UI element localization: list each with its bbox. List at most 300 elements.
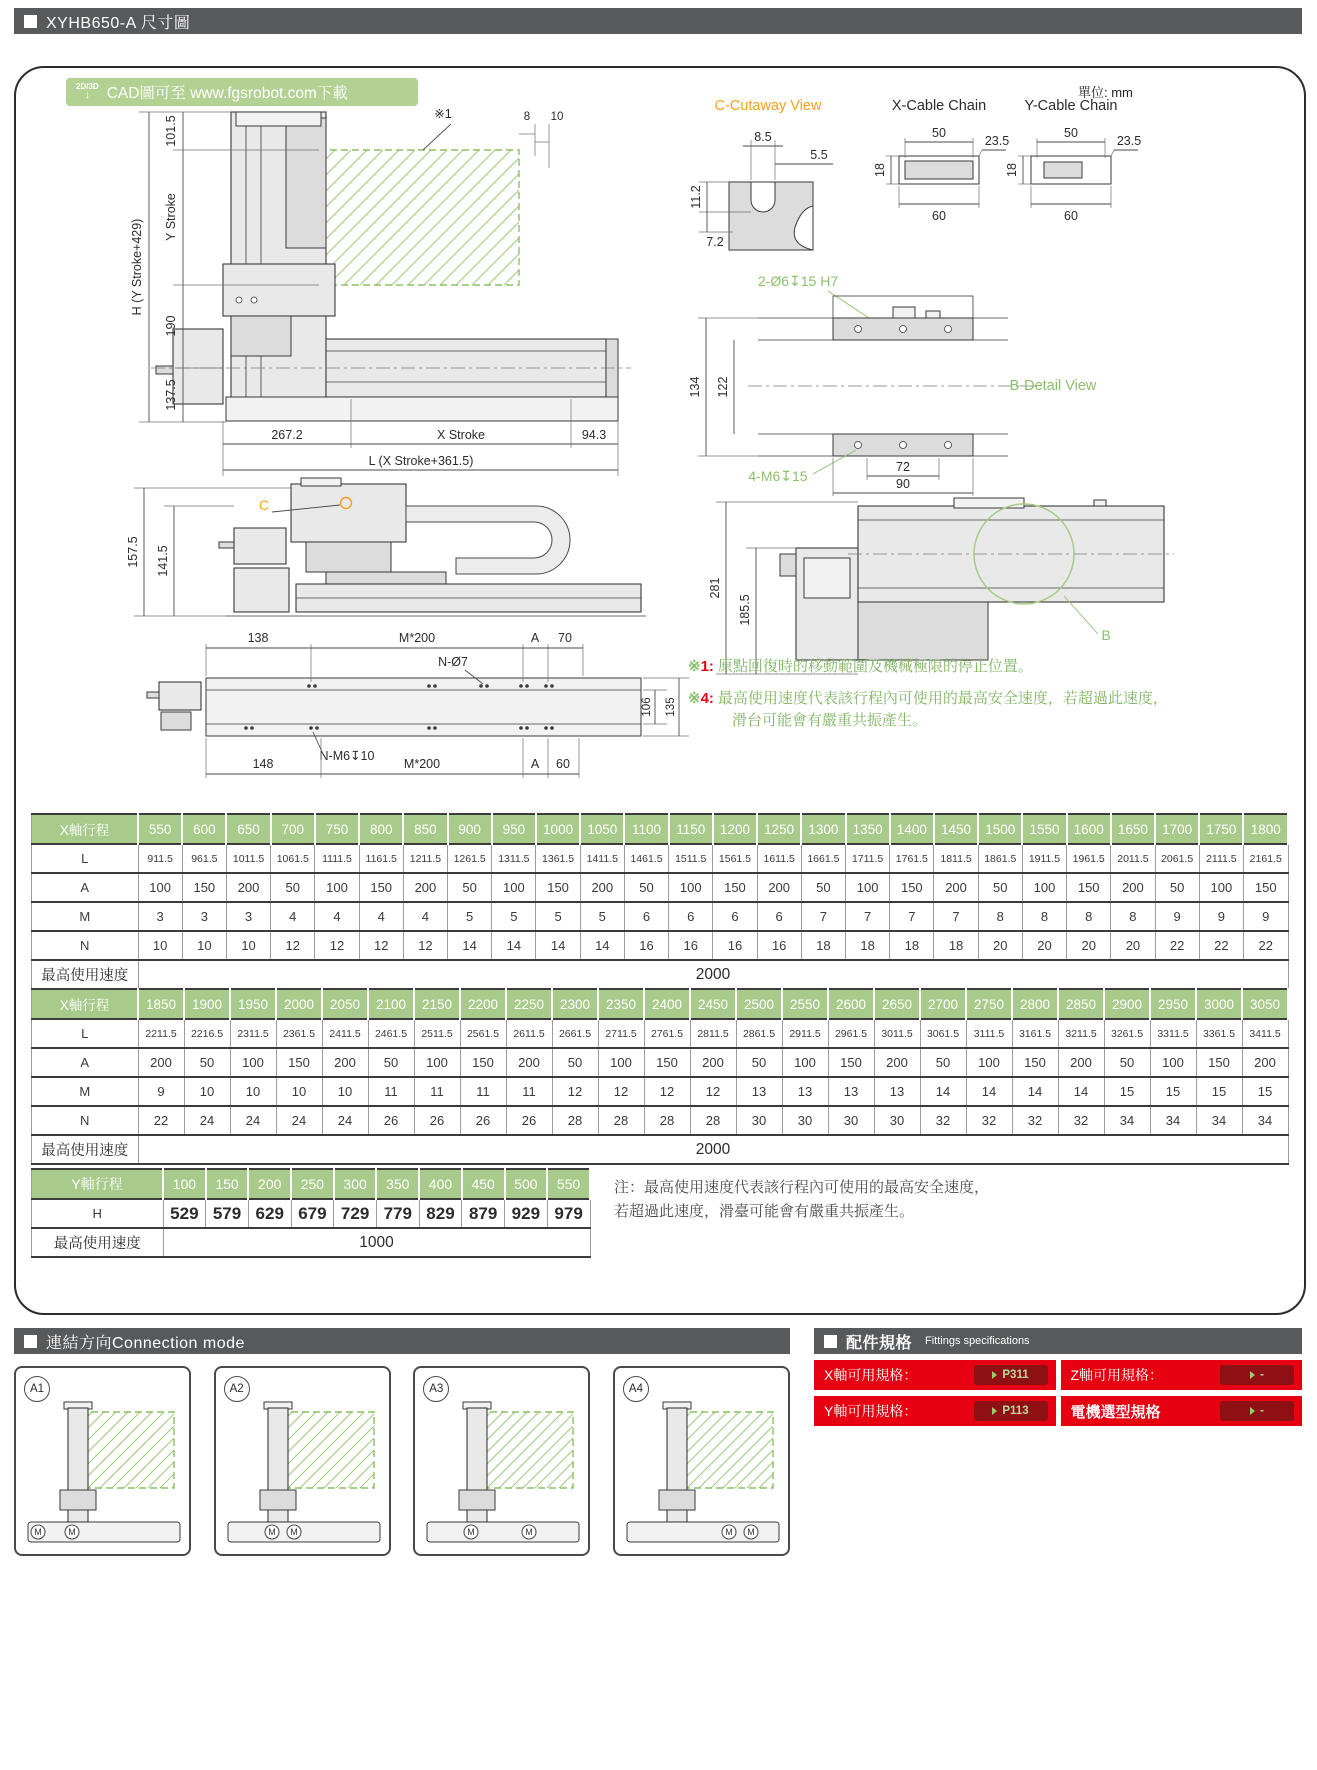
hole-spec-top: 2-Ø6↧15 H7 <box>757 273 839 289</box>
value-cell: 2111.5 <box>1199 844 1243 873</box>
value-cell: 2811.5 <box>690 1019 736 1048</box>
stroke-header-cell: 1650 <box>1111 814 1155 844</box>
stroke-header-cell: 2050 <box>322 989 368 1019</box>
connection-mode-boxes <box>14 1366 790 1556</box>
value-cell: 50 <box>920 1048 966 1077</box>
motor-icon: M <box>747 1527 755 1537</box>
c-cutaway-title: C-Cutaway View <box>714 98 822 114</box>
value-cell: 13 <box>782 1077 828 1106</box>
value-cell: 929 <box>505 1199 548 1228</box>
value-cell: 2511.5 <box>414 1019 460 1048</box>
dim-m200-bottom: M*200 <box>403 757 441 771</box>
stroke-header-cell: 950 <box>492 814 536 844</box>
value-cell: 150 <box>1067 873 1111 902</box>
value-cell: 2761.5 <box>644 1019 690 1048</box>
label-n-m6: N-M6↧10 <box>319 749 375 763</box>
dim-90: 90 <box>896 477 910 491</box>
dim-8-5: 8.5 <box>754 130 772 144</box>
section-marker-icon <box>24 15 37 28</box>
table-data-row <box>32 902 1289 931</box>
value-cell: 24 <box>184 1106 230 1135</box>
mode-label: A1 <box>24 1376 50 1402</box>
fitting-label: X軸可用規格： <box>824 1367 918 1383</box>
value-cell: 2361.5 <box>276 1019 322 1048</box>
value-cell: 1461.5 <box>624 844 668 873</box>
value-cell: 50 <box>271 873 315 902</box>
stroke-header-cell: 500 <box>505 1169 548 1199</box>
value-cell: 10 <box>230 1077 276 1106</box>
value-cell: 26 <box>368 1106 414 1135</box>
value-cell: 50 <box>1155 873 1199 902</box>
row-label-cell: L <box>32 1019 139 1048</box>
value-cell: 4 <box>315 902 359 931</box>
value-cell: 150 <box>890 873 934 902</box>
side-motors <box>219 528 289 612</box>
value-cell: 30 <box>874 1106 920 1135</box>
value-cell: 2461.5 <box>368 1019 414 1048</box>
dim-134: 134 <box>688 376 702 398</box>
value-cell: 30 <box>736 1106 782 1135</box>
stroke-header-cell: 2600 <box>828 989 874 1019</box>
table-data-row <box>32 1048 1289 1077</box>
value-cell: 12 <box>644 1077 690 1106</box>
value-cell: 2216.5 <box>184 1019 230 1048</box>
speed-value-cell: 2000 <box>138 1135 1288 1164</box>
row-label-cell: N <box>32 931 139 960</box>
fitting-z-axis <box>1061 1360 1303 1390</box>
stroke-header-cell: 2150 <box>414 989 460 1019</box>
value-cell: 200 <box>874 1048 920 1077</box>
stroke-header-cell: 2000 <box>276 989 322 1019</box>
rear-carriage <box>780 548 858 660</box>
stroke-header-cell: 1550 <box>1022 814 1066 844</box>
fitting-label: 電機選型規格 <box>1070 1403 1161 1421</box>
value-cell: 1261.5 <box>448 844 492 873</box>
fitting-page-button[interactable]: P113 <box>974 1401 1048 1421</box>
value-cell: 100 <box>138 873 182 902</box>
value-cell: 200 <box>757 873 801 902</box>
stroke-header-cell: 2350 <box>598 989 644 1019</box>
stroke-header-cell: 1350 <box>846 814 890 844</box>
value-cell: 20 <box>1022 931 1066 960</box>
note-4: ※4: 最高使用速度代表該行程內可使用的最高安全速度，若超過此速度， 滑台可能會有嚴重共振產生。 <box>688 689 1168 729</box>
dim-135: 135 <box>665 697 677 717</box>
value-cell: 529 <box>163 1199 206 1228</box>
fittings-grid <box>814 1360 1302 1426</box>
value-cell: 32 <box>920 1106 966 1135</box>
table-data-row <box>32 931 1289 960</box>
value-cell: 829 <box>419 1199 462 1228</box>
table-header-row <box>32 1169 591 1199</box>
value-cell: 16 <box>713 931 757 960</box>
value-cell: 10 <box>276 1077 322 1106</box>
value-cell: 3411.5 <box>1242 1019 1288 1048</box>
stroke-header-cell: 2900 <box>1104 989 1150 1019</box>
value-cell: 100 <box>230 1048 276 1077</box>
table-data-row <box>32 1077 1289 1106</box>
dim-chain-50: 50 <box>1064 126 1078 140</box>
value-cell: 9 <box>1243 902 1288 931</box>
connection-mode-title: 連結方向Connection mode <box>46 1334 245 1352</box>
value-cell: 10 <box>138 931 182 960</box>
value-cell: 12 <box>359 931 403 960</box>
cad-download-badge[interactable] <box>66 78 418 106</box>
stroke-header-cell: 2550 <box>782 989 828 1019</box>
stroke-header-cell: 1000 <box>536 814 580 844</box>
value-cell: 100 <box>846 873 890 902</box>
row-label-cell: A <box>32 1048 139 1077</box>
row-label-cell: M <box>32 1077 139 1106</box>
label-n-o7: N-Ø7 <box>438 655 468 669</box>
value-cell: 8 <box>1111 902 1155 931</box>
dim-7-2: 7.2 <box>706 235 724 249</box>
column-block <box>306 542 391 572</box>
value-cell: 28 <box>552 1106 598 1135</box>
stroke-header-cell: 800 <box>359 814 403 844</box>
motor-icon: M <box>68 1527 76 1537</box>
value-cell: 1811.5 <box>934 844 978 873</box>
speed-label-cell: 最高使用速度 <box>32 1228 164 1257</box>
speed-row <box>32 960 1289 989</box>
value-cell: 1611.5 <box>757 844 801 873</box>
value-cell: 679 <box>291 1199 334 1228</box>
value-cell: 3111.5 <box>966 1019 1012 1048</box>
fittings-subtitle: Fittings specifications <box>925 1335 1030 1347</box>
value-cell: 10 <box>182 931 226 960</box>
note-1: ※1: 原點回復時的移動範圍及機械極限的停止位置。 <box>688 658 1033 675</box>
stroke-header-cell: 1900 <box>184 989 230 1019</box>
value-cell: 13 <box>828 1077 874 1106</box>
value-cell: 100 <box>1150 1048 1196 1077</box>
value-cell: 14 <box>492 931 536 960</box>
stroke-header-cell: 2750 <box>966 989 1012 1019</box>
value-cell: 6 <box>713 902 757 931</box>
value-cell: 200 <box>934 873 978 902</box>
value-cell: 32 <box>1012 1106 1058 1135</box>
value-cell: 150 <box>1012 1048 1058 1077</box>
value-cell: 2411.5 <box>322 1019 368 1048</box>
value-cell: 20 <box>978 931 1022 960</box>
value-cell: 1561.5 <box>713 844 757 873</box>
value-cell: 200 <box>580 873 624 902</box>
dim-138: 138 <box>247 631 269 645</box>
stroke-header-cell: 850 <box>403 814 447 844</box>
value-cell: 1661.5 <box>801 844 845 873</box>
table-data-row <box>32 1199 591 1228</box>
stroke-header-cell: 1200 <box>713 814 757 844</box>
value-cell: 26 <box>414 1106 460 1135</box>
drawing-notes <box>688 656 1288 741</box>
mode-a1-diagram <box>18 1400 190 1552</box>
stroke-header-cell: 1400 <box>890 814 934 844</box>
motor-icon: M <box>34 1527 42 1537</box>
value-cell: 100 <box>669 873 713 902</box>
value-cell: 200 <box>1058 1048 1104 1077</box>
dim-11-2: 11.2 <box>689 185 703 209</box>
value-cell: 150 <box>182 873 226 902</box>
value-cell: 20 <box>1067 931 1111 960</box>
value-cell: 4 <box>403 902 447 931</box>
value-cell: 2911.5 <box>782 1019 828 1048</box>
dim-10: 10 <box>550 111 564 123</box>
value-cell: 100 <box>598 1048 644 1077</box>
fitting-page-button[interactable]: - <box>1220 1365 1294 1385</box>
value-cell: 7 <box>846 902 890 931</box>
dim-106: 106 <box>641 697 653 717</box>
value-cell: 1361.5 <box>536 844 580 873</box>
value-cell: 3161.5 <box>1012 1019 1058 1048</box>
stroke-header-cell: 2950 <box>1150 989 1196 1019</box>
dim-chain-60: 60 <box>932 209 946 223</box>
stroke-header-cell: 2300 <box>552 989 598 1019</box>
stroke-header-cell: 2200 <box>460 989 506 1019</box>
stroke-header-cell: 1150 <box>669 814 713 844</box>
value-cell: 26 <box>460 1106 506 1135</box>
value-cell: 200 <box>226 873 270 902</box>
value-cell: 12 <box>690 1077 736 1106</box>
value-cell: 3011.5 <box>874 1019 920 1048</box>
value-cell: 1411.5 <box>580 844 624 873</box>
value-cell: 28 <box>598 1106 644 1135</box>
fitting-x-axis <box>814 1360 1056 1390</box>
value-cell: 14 <box>448 931 492 960</box>
dim-y-stroke: Y Stroke <box>164 193 178 241</box>
mode-label: A3 <box>423 1376 449 1402</box>
value-cell: 2311.5 <box>230 1019 276 1048</box>
stroke-axis-label: Y軸行程 <box>32 1169 164 1199</box>
value-cell: 2061.5 <box>1155 844 1199 873</box>
value-cell: 5 <box>536 902 580 931</box>
value-cell: 1961.5 <box>1067 844 1111 873</box>
value-cell: 28 <box>690 1106 736 1135</box>
value-cell: 100 <box>782 1048 828 1077</box>
value-cell: 729 <box>334 1199 377 1228</box>
value-cell: 22 <box>1155 931 1199 960</box>
arrow-right-icon <box>992 1407 997 1415</box>
value-cell: 5 <box>492 902 536 931</box>
speed-row <box>32 1228 591 1257</box>
stroke-header-cell: 1850 <box>138 989 184 1019</box>
stroke-header-cell: 900 <box>448 814 492 844</box>
value-cell: 14 <box>1012 1077 1058 1106</box>
stroke-header-cell: 1500 <box>978 814 1022 844</box>
value-cell: 18 <box>801 931 845 960</box>
stroke-header-cell: 1700 <box>1155 814 1199 844</box>
value-cell: 12 <box>552 1077 598 1106</box>
fitting-page-button[interactable]: P311 <box>974 1365 1048 1385</box>
cutaway-groove-shape <box>729 182 813 250</box>
value-cell: 34 <box>1196 1106 1242 1135</box>
value-cell: 150 <box>536 873 580 902</box>
dim-m200-top: M*200 <box>398 631 436 645</box>
value-cell: 1211.5 <box>403 844 447 873</box>
value-cell: 3 <box>226 902 270 931</box>
y-axis-column <box>231 112 326 404</box>
arrow-right-icon <box>1250 1407 1255 1415</box>
stroke-header-cell: 1100 <box>624 814 668 844</box>
value-cell: 200 <box>1242 1048 1288 1077</box>
b-detail-view <box>668 266 1098 496</box>
value-cell: 3211.5 <box>1058 1019 1104 1048</box>
value-cell: 5 <box>448 902 492 931</box>
mode-box-a4 <box>613 1366 790 1556</box>
value-cell: 5 <box>580 902 624 931</box>
value-cell: 6 <box>669 902 713 931</box>
value-cell: 24 <box>276 1106 322 1135</box>
value-cell: 10 <box>184 1077 230 1106</box>
speed-value-cell: 1000 <box>163 1228 590 1257</box>
value-cell: 50 <box>368 1048 414 1077</box>
x-cable-chain-title: X-Cable Chain <box>891 98 987 114</box>
dim-148: 148 <box>252 757 274 771</box>
value-cell: 22 <box>1243 931 1288 960</box>
dim-157-5: 157.5 <box>126 536 140 568</box>
value-cell: 8 <box>978 902 1022 931</box>
value-cell: 10 <box>226 931 270 960</box>
stroke-header-cell: 700 <box>271 814 315 844</box>
dim-l-total: L (X Stroke+361.5) <box>368 454 474 468</box>
stroke-header-cell: 550 <box>547 1169 590 1199</box>
value-cell: 2661.5 <box>552 1019 598 1048</box>
value-cell: 9 <box>138 1077 184 1106</box>
stroke-header-cell: 300 <box>334 1169 377 1199</box>
b-detail-title: B-Detail View <box>1009 378 1097 394</box>
y-stroke-table <box>31 1168 591 1258</box>
mode-a3-diagram <box>417 1400 589 1552</box>
fittings-title: 配件規格 <box>846 1334 913 1352</box>
stroke-header-cell: 1250 <box>757 814 801 844</box>
value-cell: 100 <box>315 873 359 902</box>
value-cell: 14 <box>1058 1077 1104 1106</box>
value-cell: 16 <box>624 931 668 960</box>
value-cell: 150 <box>1196 1048 1242 1077</box>
value-cell: 13 <box>874 1077 920 1106</box>
dim-chain-50: 50 <box>932 126 946 140</box>
value-cell: 6 <box>757 902 801 931</box>
stroke-header-cell: 550 <box>138 814 182 844</box>
value-cell: 50 <box>624 873 668 902</box>
value-cell: 18 <box>846 931 890 960</box>
value-cell: 4 <box>359 902 403 931</box>
stroke-header-cell: 2500 <box>736 989 782 1019</box>
value-cell: 2961.5 <box>828 1019 874 1048</box>
value-cell: 15 <box>1104 1077 1150 1106</box>
dim-281: 281 <box>708 577 722 599</box>
value-cell: 50 <box>1104 1048 1150 1077</box>
speed-row <box>32 1135 1289 1164</box>
fittings-bar <box>814 1328 1302 1354</box>
value-cell: 11 <box>460 1077 506 1106</box>
stroke-header-cell: 750 <box>315 814 359 844</box>
value-cell: 7 <box>890 902 934 931</box>
top-rail-section <box>758 296 1008 340</box>
value-cell: 11 <box>368 1077 414 1106</box>
value-cell: 2211.5 <box>138 1019 184 1048</box>
stroke-header-cell: 1450 <box>934 814 978 844</box>
fitting-motor-selection <box>1061 1396 1303 1426</box>
x-stroke-table-2 <box>31 988 1289 1165</box>
table-data-row <box>32 873 1289 902</box>
value-cell: 150 <box>359 873 403 902</box>
value-cell: 13 <box>736 1077 782 1106</box>
dim-101-5: 101.5 <box>164 115 178 147</box>
mode-box-a3 <box>413 1366 590 1556</box>
stroke-header-cell: 250 <box>291 1169 334 1199</box>
value-cell: 26 <box>506 1106 552 1135</box>
dim-267-2: 267.2 <box>271 428 303 442</box>
dim-190: 190 <box>164 315 178 337</box>
unit-label: 單位: mm <box>1078 85 1133 100</box>
value-cell: 16 <box>757 931 801 960</box>
motor-icon: M <box>467 1527 476 1537</box>
row-label-cell: N <box>32 1106 139 1135</box>
speed-label-cell: 最高使用速度 <box>32 960 139 989</box>
speed-value-cell: 2000 <box>138 960 1288 989</box>
dim-60: 60 <box>556 757 570 771</box>
fitting-label: Y軸可用規格： <box>824 1403 918 1419</box>
stroke-header-cell: 1750 <box>1199 814 1243 844</box>
dim-chain-60: 60 <box>1064 209 1078 223</box>
dim-137-5: 137.5 <box>164 379 178 411</box>
table-header-row <box>32 989 1289 1019</box>
head-assembly <box>291 478 406 542</box>
dim-94-3: 94.3 <box>581 428 607 442</box>
dim-a-top: A <box>530 631 540 645</box>
x-stroke-table-1 <box>31 813 1289 990</box>
motor-icon: M <box>289 1527 298 1537</box>
fitting-label: Z軸可用規格： <box>1070 1367 1164 1383</box>
dim-8: 8 <box>523 111 531 123</box>
dim-chain-18: 18 <box>1005 163 1019 177</box>
value-cell: 100 <box>966 1048 1012 1077</box>
value-cell: 11 <box>506 1077 552 1106</box>
fitting-y-axis <box>814 1396 1056 1426</box>
value-cell: 150 <box>460 1048 506 1077</box>
arrow-right-icon <box>992 1371 997 1379</box>
value-cell: 2711.5 <box>598 1019 644 1048</box>
value-cell: 15 <box>1242 1077 1288 1106</box>
value-cell: 629 <box>248 1199 291 1228</box>
value-cell: 100 <box>1199 873 1243 902</box>
rear-rail <box>848 498 1174 660</box>
value-cell: 50 <box>736 1048 782 1077</box>
arrow-right-icon <box>1250 1371 1255 1379</box>
dim-chain-23-5: 23.5 <box>984 134 1010 148</box>
dim-a-bottom: A <box>530 757 540 771</box>
page-title: XYHB650-A 尺寸圖 <box>46 14 191 32</box>
stroke-header-cell: 600 <box>182 814 226 844</box>
value-cell: 1111.5 <box>315 844 359 873</box>
value-cell: 3361.5 <box>1196 1019 1242 1048</box>
stroke-header-cell: 350 <box>376 1169 419 1199</box>
value-cell: 50 <box>184 1048 230 1077</box>
value-cell: 12 <box>271 931 315 960</box>
x-cable-chain-view <box>864 94 1014 229</box>
value-cell: 2611.5 <box>506 1019 552 1048</box>
c-marker-label: C <box>258 497 270 513</box>
value-cell: 1511.5 <box>669 844 713 873</box>
value-cell: 200 <box>506 1048 552 1077</box>
table-header-row <box>32 814 1289 844</box>
fitting-page-button[interactable]: - <box>1220 1401 1294 1421</box>
row-label-cell: L <box>32 844 139 873</box>
value-cell: 200 <box>690 1048 736 1077</box>
stroke-header-cell: 150 <box>206 1169 249 1199</box>
mode-box-a1 <box>14 1366 191 1556</box>
value-cell: 50 <box>801 873 845 902</box>
front-view-drawing <box>111 104 671 516</box>
dim-chain-18: 18 <box>873 163 887 177</box>
